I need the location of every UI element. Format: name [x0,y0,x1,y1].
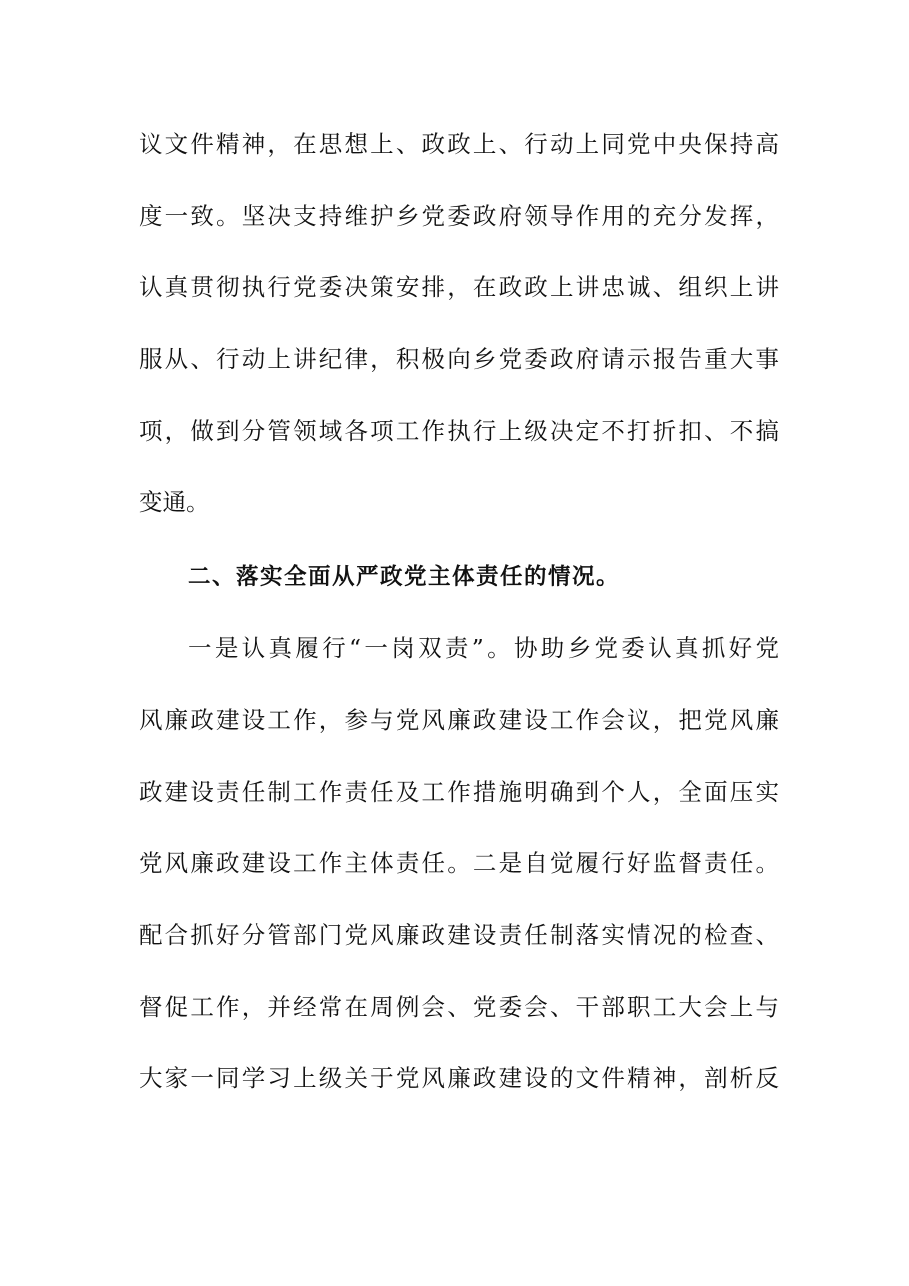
section-heading: 二、落实全面从严政党主体责任的情况。 [188,564,621,590]
paragraph-2-line-5: 配合抓好分管部门党风廉政建设责任制落实情况的检查、 [139,921,779,949]
paragraph-2-line-4: 党风廉政建设工作主体责任。二是自觉履行好监督责任。 [139,849,779,877]
paragraph-1-line-2: 度一致。坚决支持维护乡党委政府领导作用的充分发挥， [139,202,779,230]
paragraph-2-line-3: 政建设责任制工作责任及工作措施明确到个人，全面压实 [139,778,779,806]
paragraph-2-line-1: 一是认真履行“一岗双责”。协助乡党委认真抓好党 [188,634,779,662]
paragraph-1-line-1: 议文件精神，在思想上、政政上、行动上同党中央保持高 [139,130,779,158]
paragraph-2-line-6: 督促工作，并经常在周例会、党委会、干部职工大会上与 [139,993,779,1021]
paragraph-1-line-5: 项，做到分管领域各项工作执行上级决定不打折扣、不搞 [139,417,779,445]
paragraph-2-line-7: 大家一同学习上级关于党风廉政建设的文件精神，剖析反 [139,1064,779,1092]
paragraph-1-line-6: 变通。 [139,488,210,516]
paragraph-1-line-4: 服从、行动上讲纪律，积极向乡党委政府请示报告重大事 [139,345,779,373]
paragraph-2-line-2: 风廉政建设工作，参与党风廉政建设工作会议，把党风廉 [139,706,779,734]
paragraph-1-line-3: 认真贯彻执行党委决策安排，在政政上讲忠诚、组织上讲 [139,273,779,301]
